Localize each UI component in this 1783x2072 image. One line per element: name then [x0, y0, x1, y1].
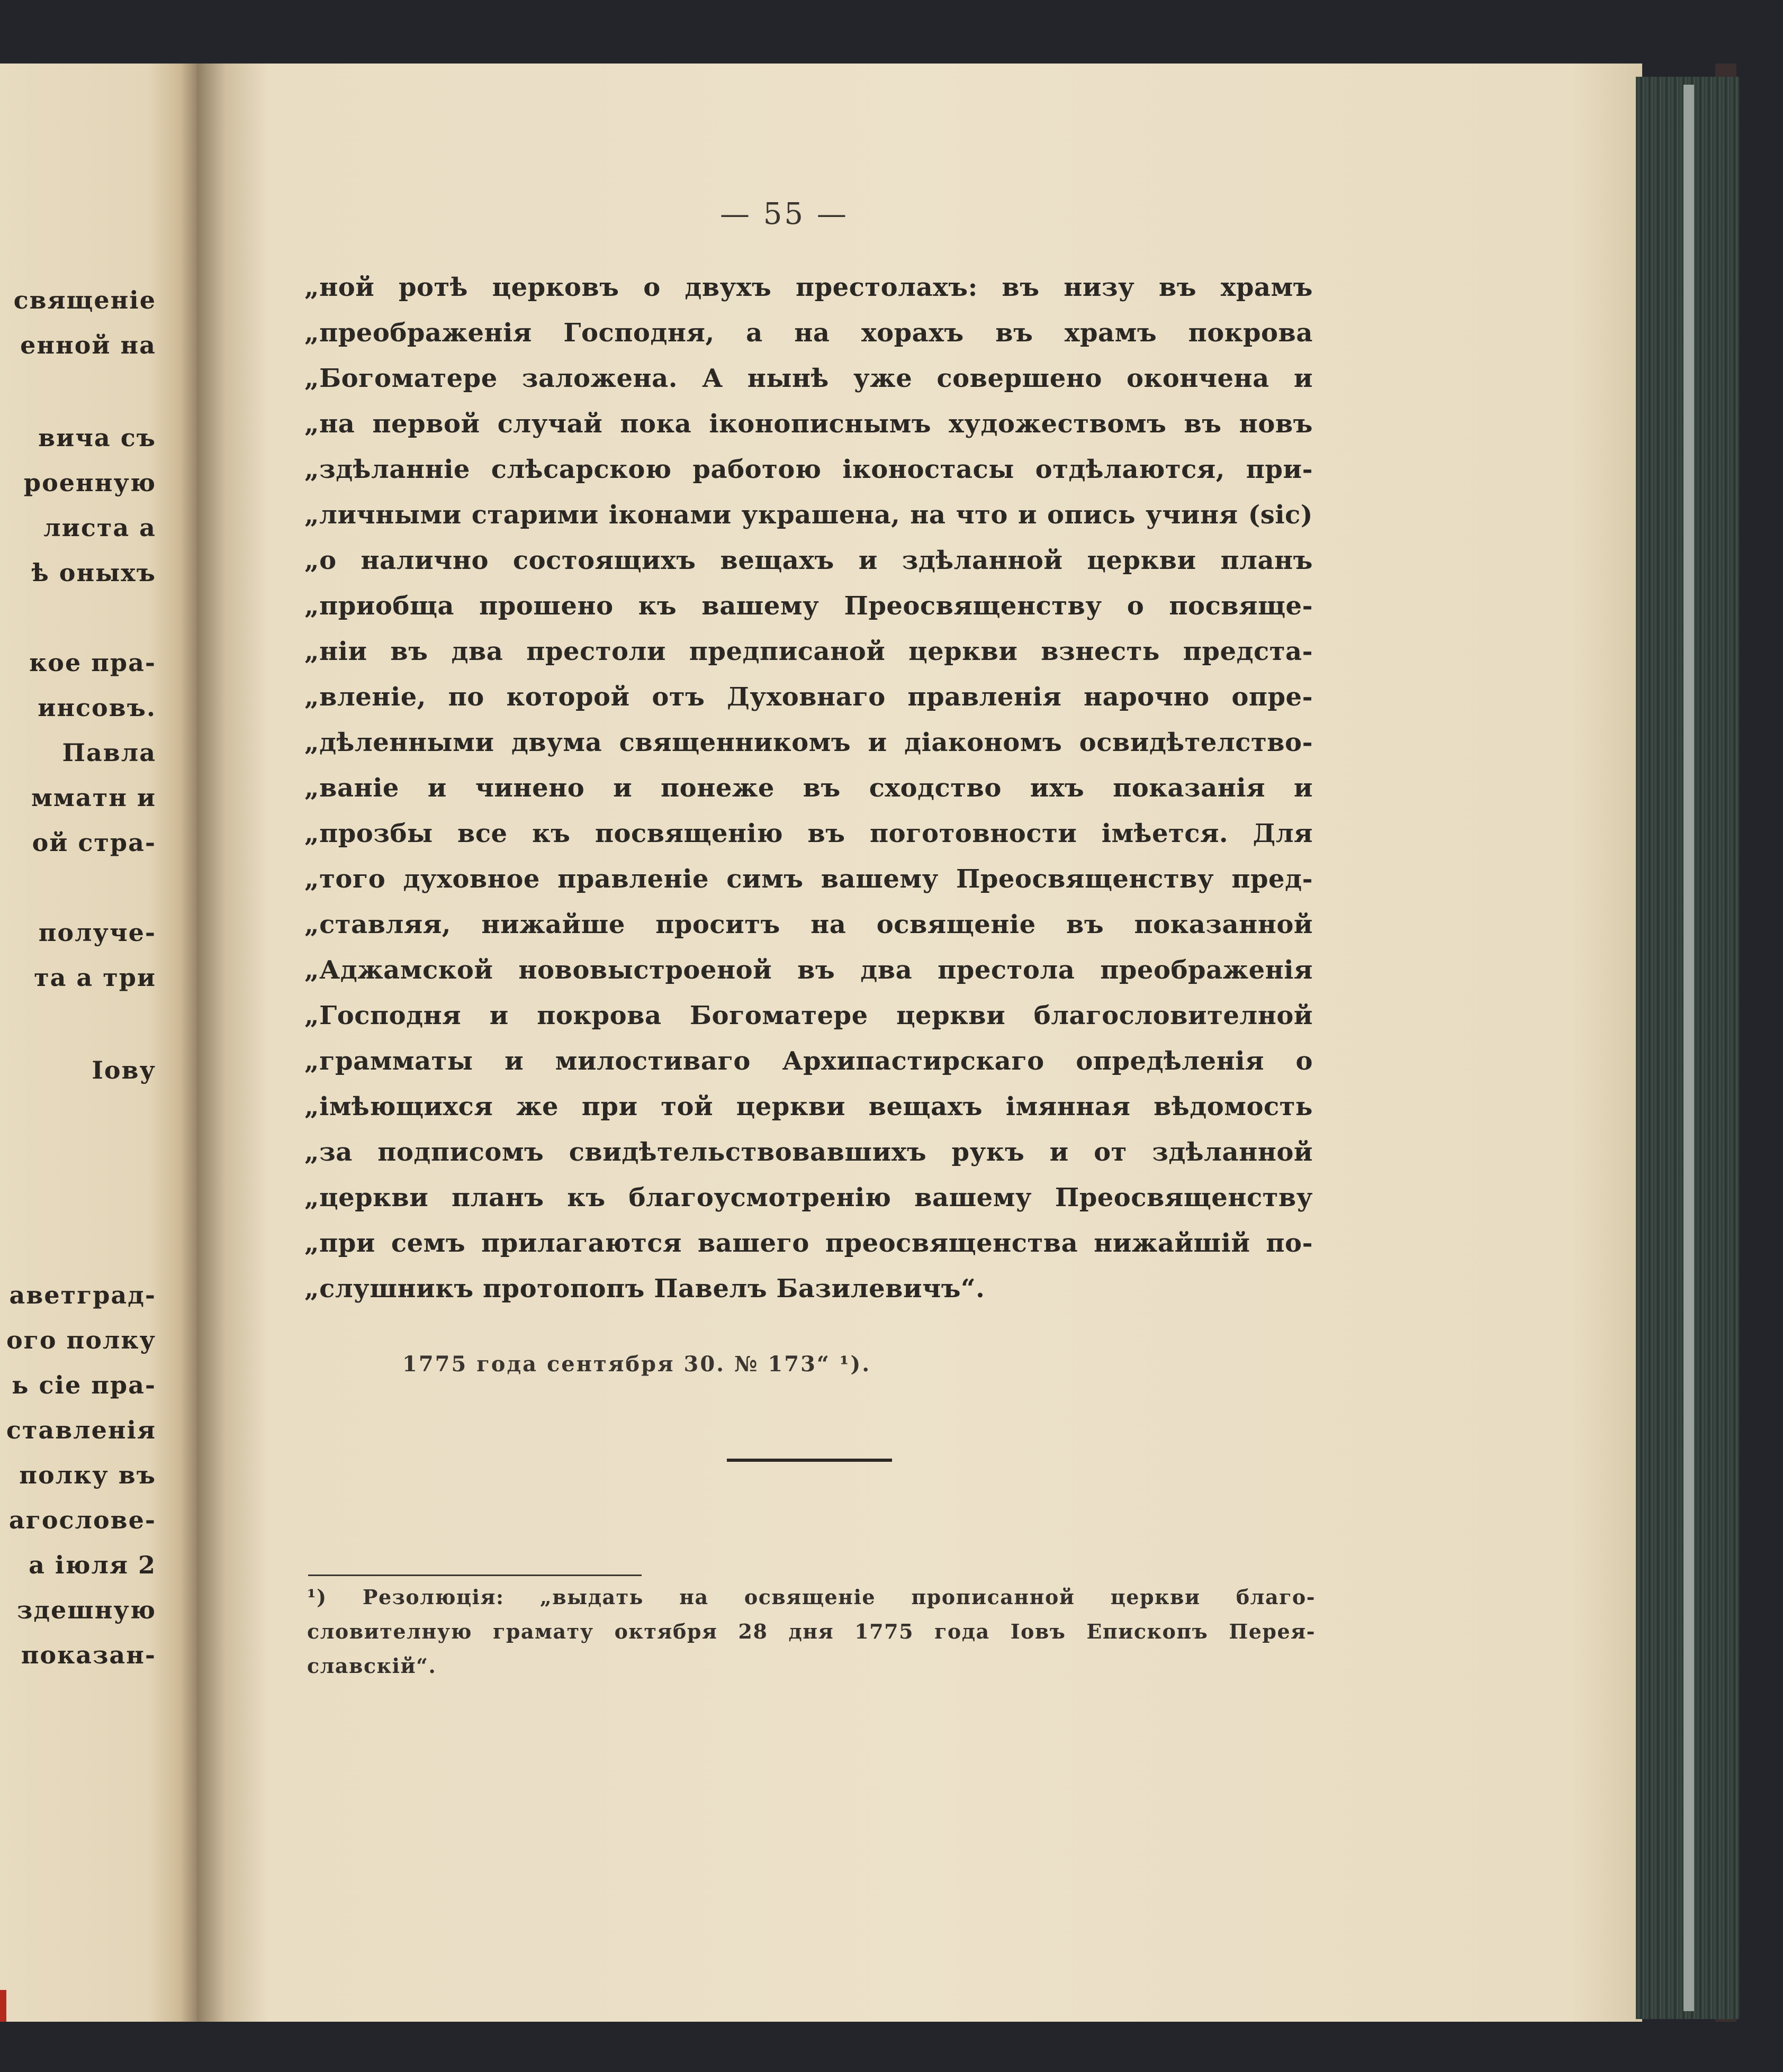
text-line: „дѣленными двума священникомъ и діакономъ освидѣтелство- — [304, 728, 1313, 757]
left-line: вича съ — [38, 423, 156, 452]
text-line: „ніи въ два престоли предписаной церкви взнесть предста- — [304, 637, 1313, 666]
footnote-line: ¹) Резолюція: „выдать на освященіе прописанной церкви благо- — [307, 1585, 1316, 1609]
left-line: инсовъ. — [38, 693, 156, 722]
text-line: „Богоматере заложена. А нынѣ уже совершено окончена и — [304, 364, 1313, 393]
text-line: „грамматы и милостиваго Архипастирскаго опредѣленія о — [304, 1046, 1313, 1076]
left-line: мматн и — [31, 783, 156, 812]
text-line: „ваніе и чинено и понеже въ сходство ихъ показанія и — [304, 773, 1313, 803]
section-divider — [727, 1459, 892, 1462]
left-line: Іову — [92, 1056, 156, 1084]
red-page-edge — [0, 1990, 6, 2022]
left-line: священіе — [13, 286, 156, 314]
left-line: аветград- — [9, 1281, 156, 1309]
text-line: „прозбы все къ посвященію въ поготовности імѣется. Для — [304, 819, 1313, 848]
right-page — [197, 64, 1642, 2022]
left-line: а іюля 2 — [29, 1551, 156, 1579]
left-page — [0, 64, 212, 2022]
text-line: „ставляя, нижайше проситъ на освященіе въ показанной — [304, 910, 1313, 939]
footnote-rule — [308, 1575, 642, 1576]
text-line: „приобща прошено къ вашему Преосвященству о посвяще- — [304, 591, 1313, 621]
left-line: агослове- — [8, 1506, 156, 1534]
left-line: енной на — [20, 331, 156, 359]
page-number: — 55 — — [720, 197, 849, 231]
left-line: полку въ — [19, 1461, 156, 1489]
text-line: „слушникъ протопопъ Павелъ Базилевичъ“. — [304, 1274, 985, 1304]
text-line: „о налично состоящихъ вещахъ и здѣланной церкви планъ — [304, 546, 1313, 575]
text-line: „церкви планъ къ благоусмотренію вашему Преосвященству — [304, 1183, 1313, 1213]
left-line: листа а — [43, 513, 156, 542]
left-line: получе- — [38, 918, 156, 947]
page-edge-highlight — [1683, 85, 1694, 2011]
text-line: „здѣланніе слѣсарскою работою іконостасы отдѣлаются, при- — [304, 455, 1313, 484]
text-line: „Господня и покрова Богоматере церкви благословителной — [304, 1001, 1313, 1030]
date-line: 1775 года сентября 30. № 173“ ¹). — [402, 1352, 871, 1377]
text-line: „вленіе, по которой отъ Духовнаго правленія нарочно опре- — [304, 682, 1313, 712]
left-line: показан- — [21, 1641, 156, 1669]
left-line: Павла — [62, 738, 156, 767]
text-line: „за подписомъ свидѣтельствовавшихъ рукъ и от здѣланной — [304, 1137, 1313, 1167]
left-line: ѣ оныхъ — [31, 558, 156, 587]
text-line: „на первой случай пока іконописнымъ художествомъ въ новъ — [304, 409, 1313, 439]
text-line: „личными старими іконами украшена, на что и опись учиня (sic) — [304, 500, 1313, 530]
left-line: роенную — [23, 468, 156, 497]
left-line: та а три — [34, 963, 156, 992]
footnote-line: словителную грамату октября 28 дня 1775 года Іовъ Епископъ Перея- — [307, 1619, 1316, 1643]
text-line: „преображенія Господня, а на хорахъ въ храмъ покрова — [304, 318, 1313, 348]
text-line: „того духовное правленіе симъ вашему Преосвященству пред- — [304, 864, 1313, 894]
text-line: „імѣющихся же при той церкви вещахъ імянная вѣдомость — [304, 1092, 1313, 1121]
text-line: „Аджамской нововыстроеной въ два престола преображенія — [304, 955, 1313, 985]
left-line: кое пра- — [29, 648, 156, 677]
left-line: ого полку — [6, 1326, 156, 1354]
left-line: здешную — [16, 1596, 156, 1624]
left-line: ставленія — [6, 1416, 156, 1444]
text-line: „при семъ прилагаются вашего преосвященства нижайшій по- — [304, 1228, 1313, 1258]
left-line: ь сіе пра- — [12, 1371, 156, 1399]
left-line: ой стра- — [32, 828, 156, 857]
footnote-line: славскій“. — [307, 1654, 437, 1678]
text-line: „ной ротѣ церковъ о двухъ престолахъ: въ низу въ храмъ — [304, 273, 1313, 302]
